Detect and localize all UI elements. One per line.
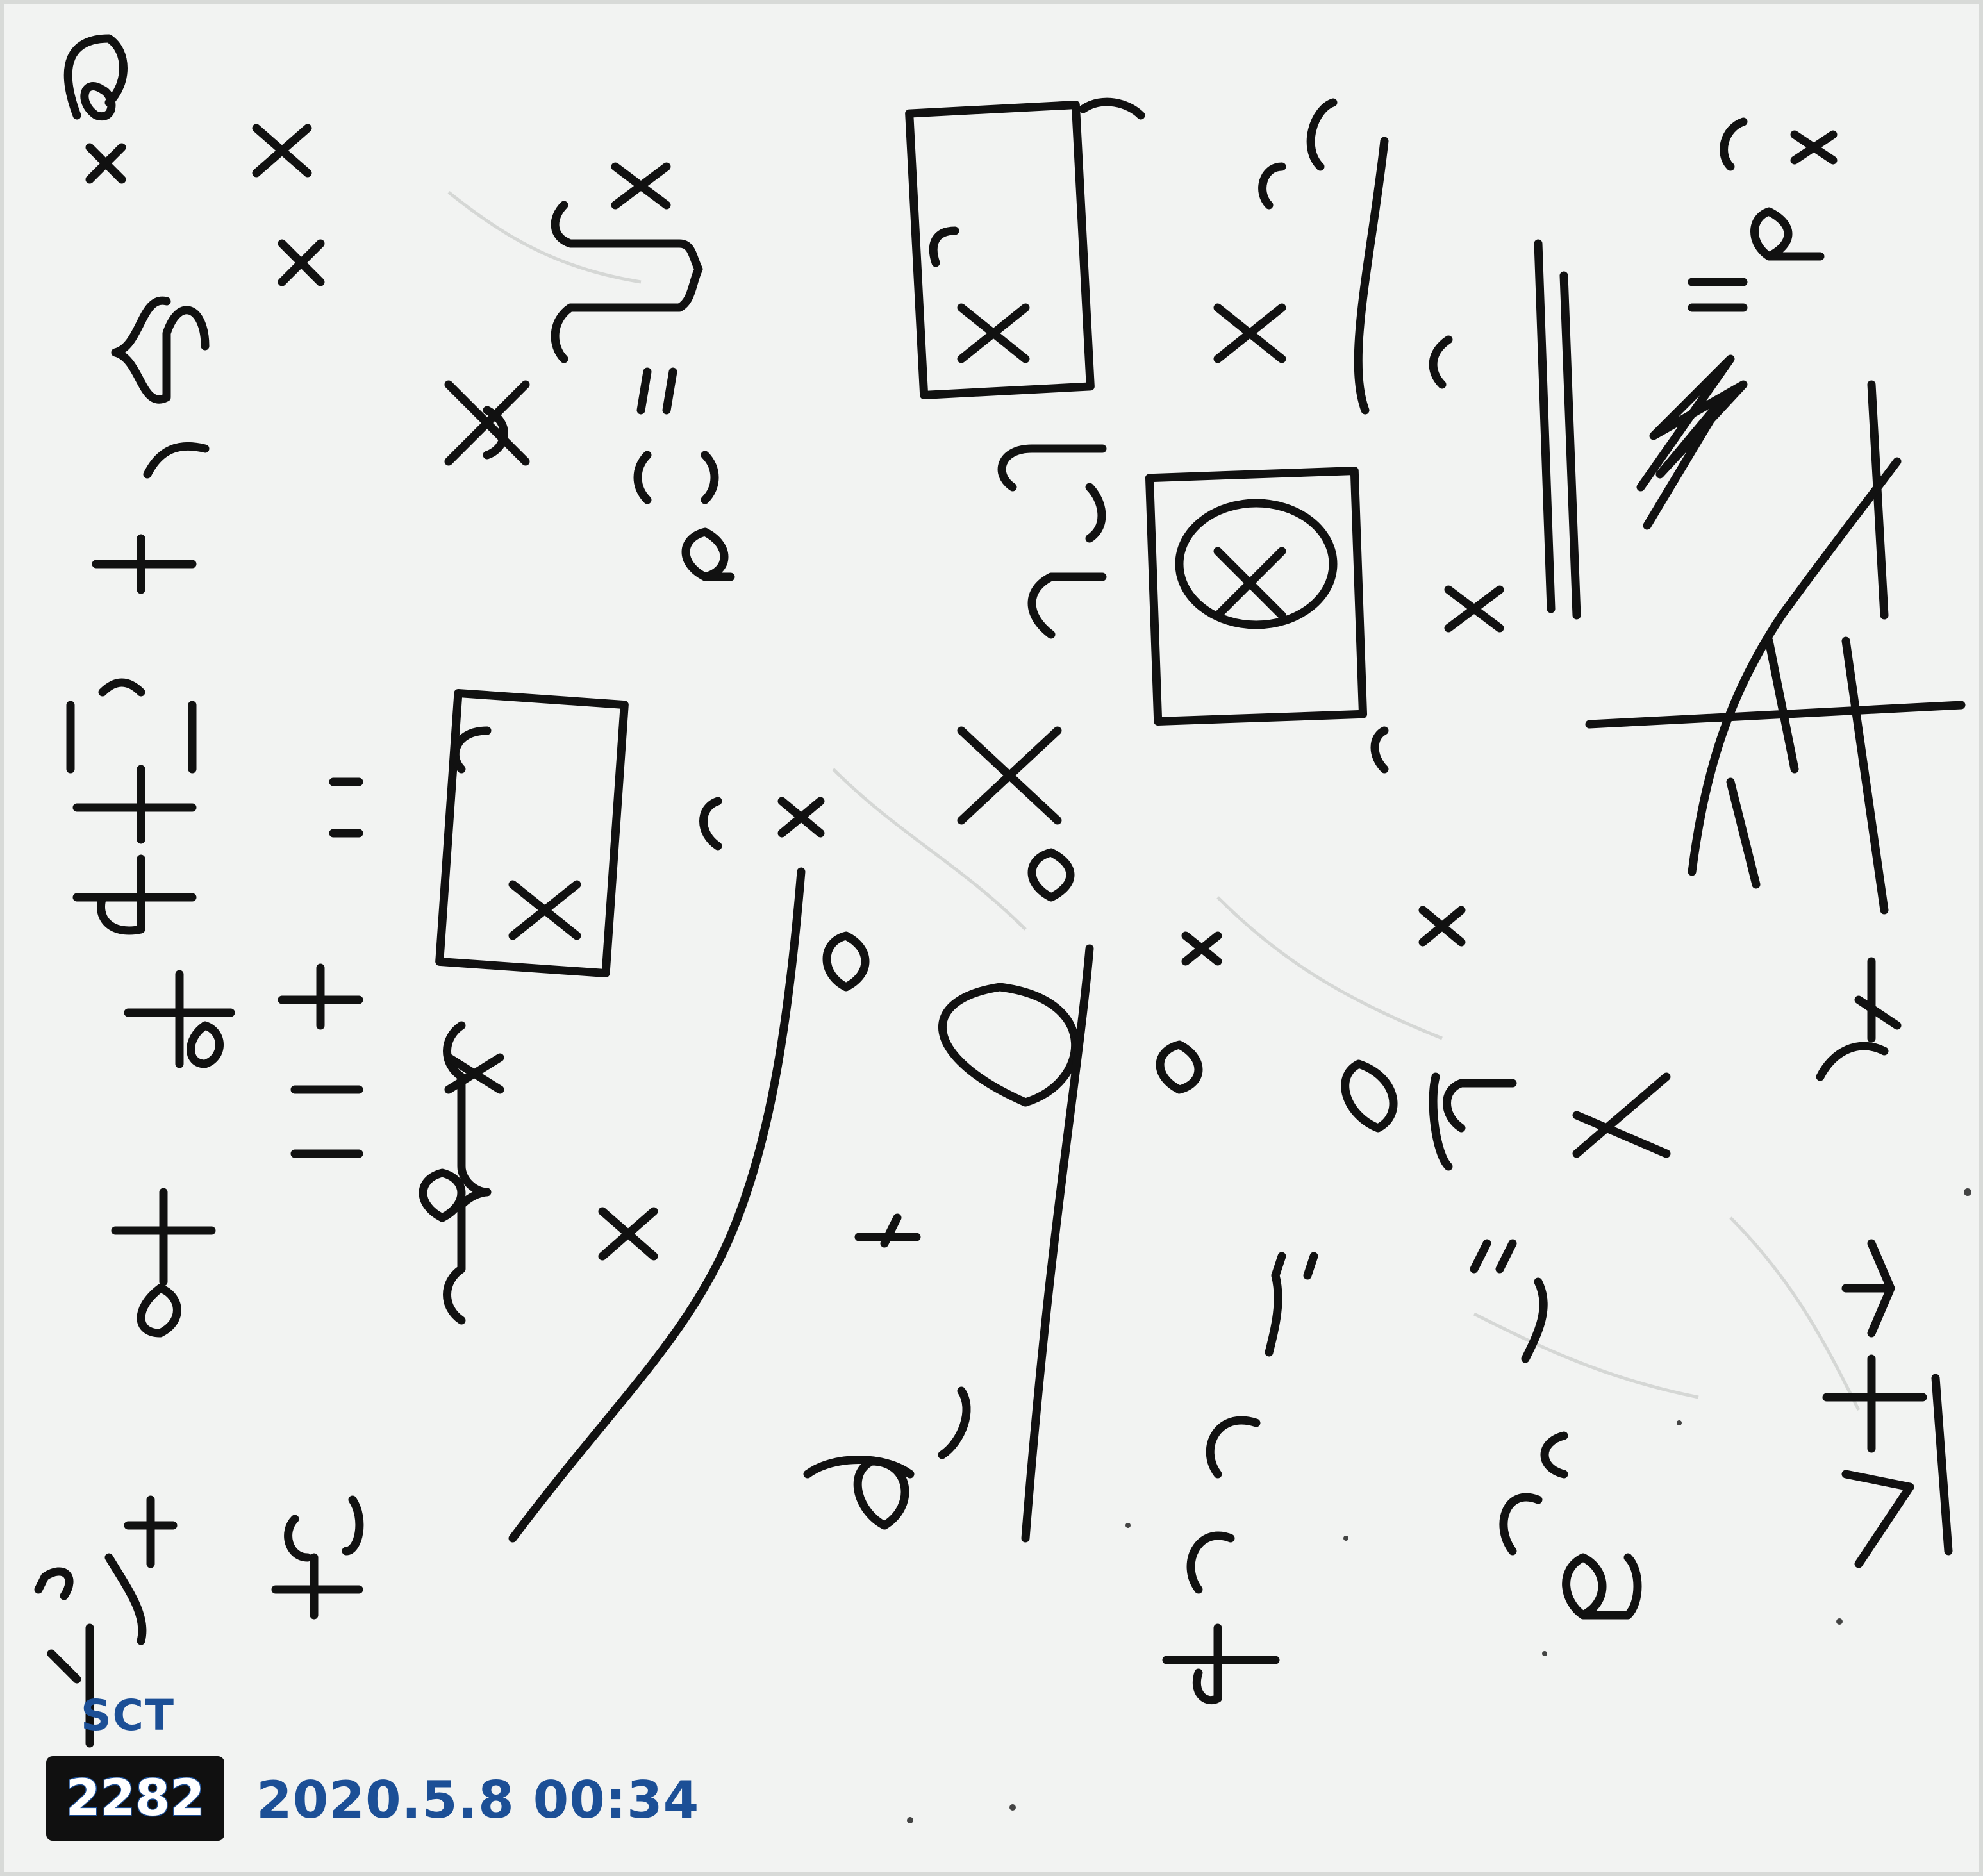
timestamp: 2020.5.8 00:34	[256, 1770, 700, 1830]
watermark-label: SCT	[81, 1691, 175, 1740]
counter-number: 2282	[65, 1770, 205, 1827]
